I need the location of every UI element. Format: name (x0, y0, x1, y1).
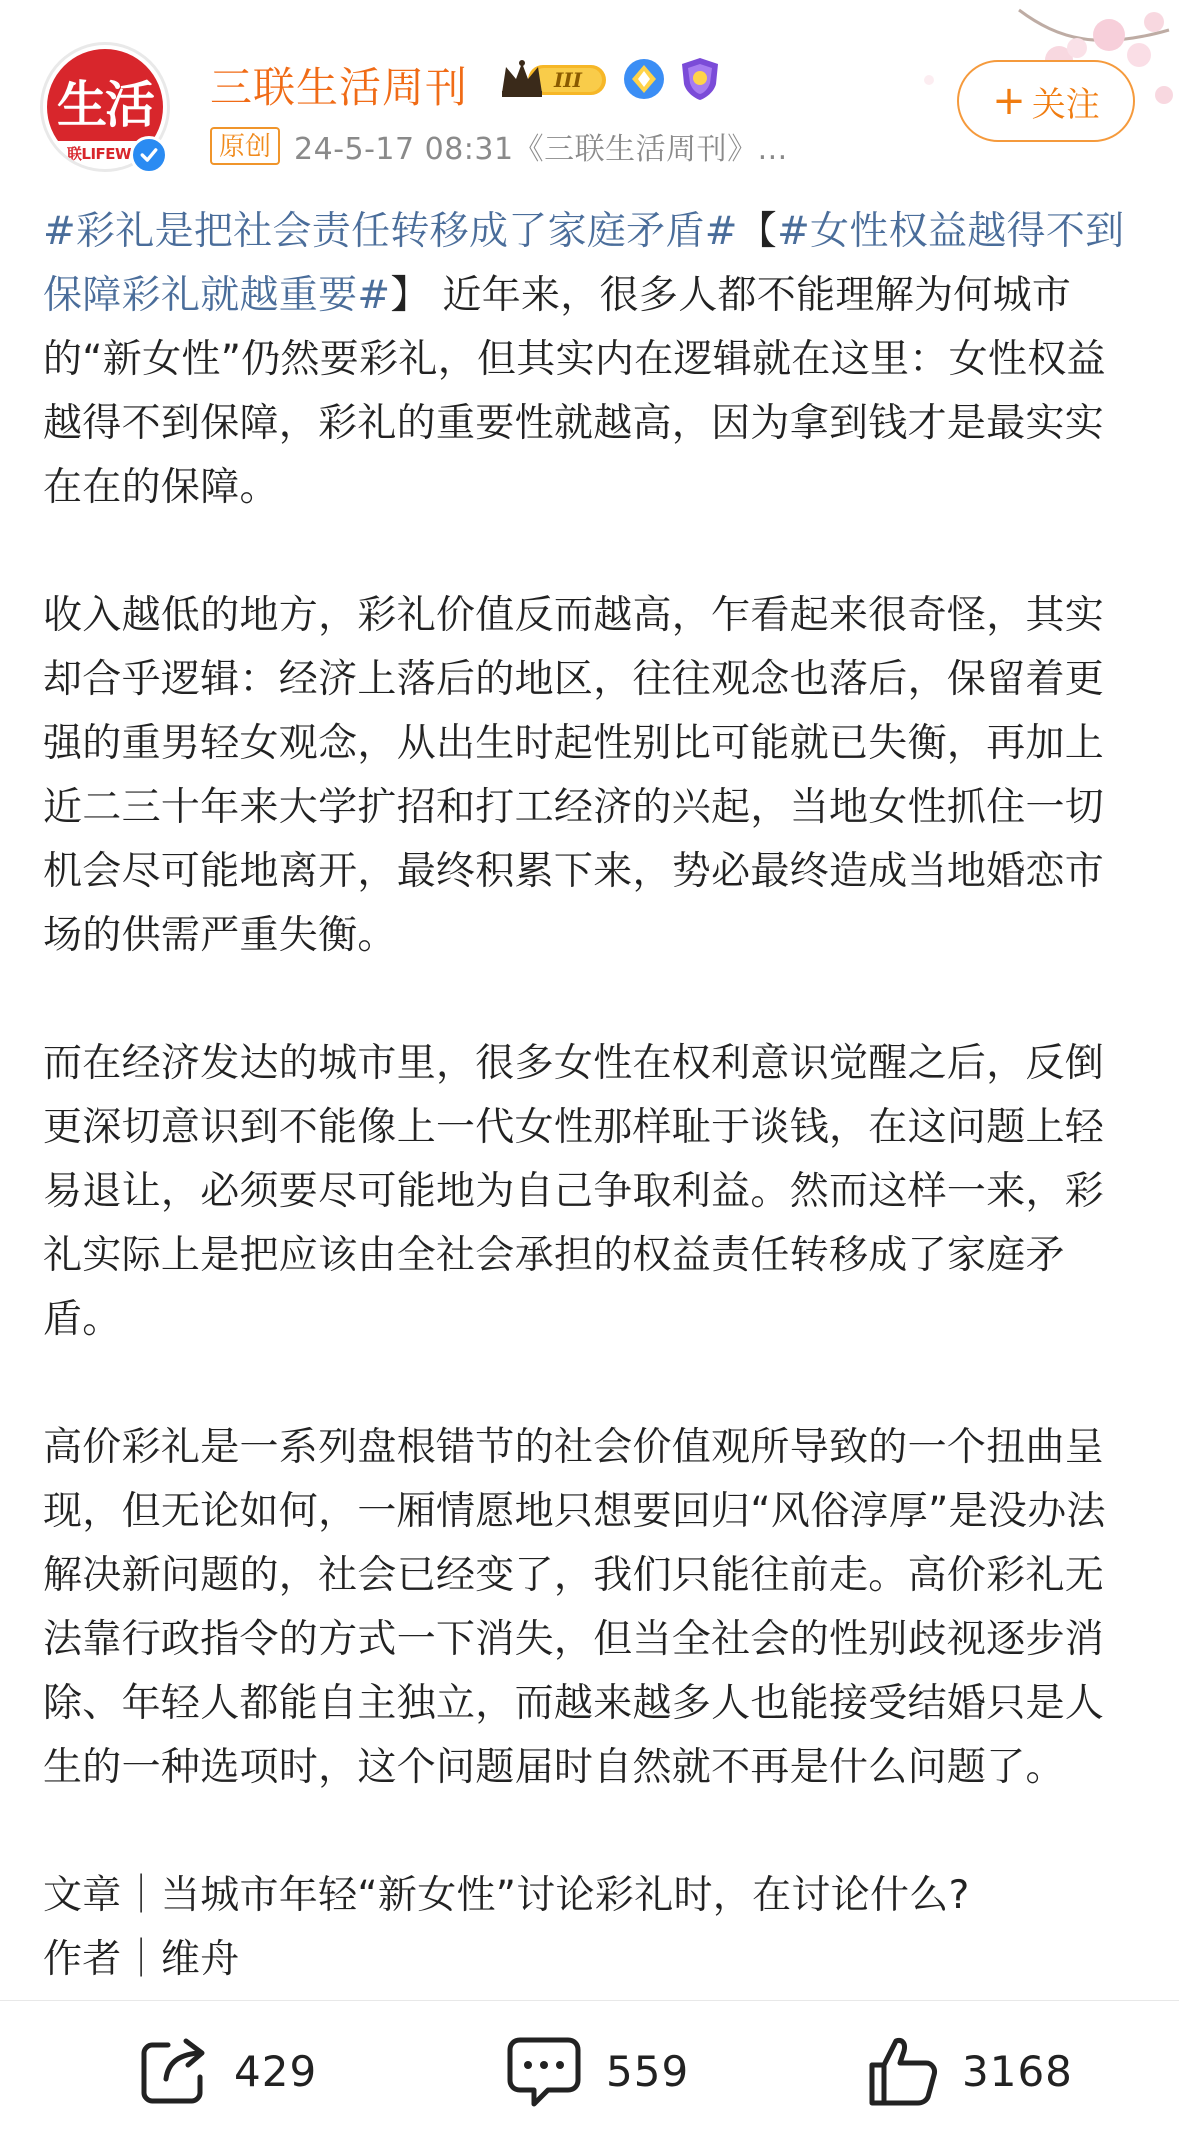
level-text: III (553, 68, 583, 92)
crown-level-icon[interactable] (498, 57, 610, 101)
like-icon (864, 2033, 940, 2109)
avatar-logo-subtext: 联LIFEW (51, 141, 147, 167)
paragraph-1 (43, 200, 1143, 520)
verified-icon (130, 136, 168, 174)
post-time-source: 24-5-17 08:31《三联生活周刊》... (294, 132, 788, 167)
author-name[interactable]: 三联生活周刊 (210, 63, 469, 112)
share-count: 429 (234, 2046, 318, 2096)
like-count: 3168 (962, 2046, 1073, 2096)
follow-button[interactable] (957, 60, 1135, 142)
author-badges (498, 56, 722, 102)
share-button[interactable] (136, 2001, 317, 2140)
paragraph-4: 高价彩礼是一系列盘根错节的社会价值观所导致的一个扭曲呈现，但无论如何，一厢情愿地只想要回归“风俗淳厚”是没办法解决新问题的，社会已经变了，我们只能往前走。高价彩礼无法靠行政指令的方式一下消失，但当全社会的性别歧视逐步消除、年轻人都能自主独立，而越来越多人也能接受结婚只是人生的一种选项时，这个问题届时自然就不再是什么问题了。 (43, 1425, 1106, 1790)
plus-icon: + (992, 78, 1026, 124)
hashtag-link[interactable]: #女性权益越得不到保障彩礼就越重要# (43, 209, 1125, 318)
bracket-close: 】 (390, 273, 430, 318)
bottom-action-bar (0, 2000, 1179, 2140)
post-content (43, 200, 1143, 1992)
comment-button[interactable] (504, 2001, 689, 2140)
post-header (0, 0, 1179, 185)
post-meta (210, 124, 788, 168)
comment-count: 559 (606, 2046, 690, 2096)
paragraph-2: 收入越低的地方，彩礼价值反而越高，乍看起来很奇怪，其实却合乎逻辑：经济上落后的地区，往往观念也落后，保留着更强的重男轻女观念，从出生时起性别比可能就已失衡，再加上近二三十年来大学扩招和打工经济的兴起，当地女性抓住一切机会尽可能地离开，最终积累下来，势必最终造成当地婚恋市场的供需严重失衡。 (43, 593, 1105, 958)
paragraph-1-text: 近年来，很多人都不能理解为何城市的“新女性”仍然要彩礼，但其实内在逻辑就在这里：女性权益越得不到保障，彩礼的重要性就越高，因为拿到钱才是最实实在在的保障。 (43, 273, 1106, 510)
article-title-line: 文章｜当城市年轻“新女性”讨论彩礼时，在讨论什么? (43, 1873, 970, 1918)
comment-icon (504, 2032, 584, 2110)
article-author-line: 作者｜维舟 (43, 1937, 240, 1982)
hashtag-link[interactable]: #彩礼是把社会责任转移成了家庭矛盾# (43, 209, 738, 254)
like-button[interactable] (864, 2001, 1073, 2140)
follow-label: 关注 (1031, 84, 1100, 125)
blue-diamond-badge-icon[interactable] (622, 57, 666, 101)
bracket-open: 【 (737, 209, 778, 254)
post-content-viewport (0, 200, 1179, 2000)
share-icon (136, 2033, 212, 2109)
avatar-logo-text: 生活 (57, 75, 153, 134)
shield-badge-icon[interactable] (678, 56, 722, 102)
paragraph-3: 而在经济发达的城市里，很多女性在权利意识觉醒之后，反倒更深切意识到不能像上一代女性那样耻于谈钱，在这问题上轻易退让，必须要尽可能地为自己争取利益。然而这样一来，彩礼实际上是把应该由全社会承担的权益责任转移成了家庭矛盾。 (43, 1041, 1105, 1342)
original-tag: 原创 (210, 127, 280, 165)
